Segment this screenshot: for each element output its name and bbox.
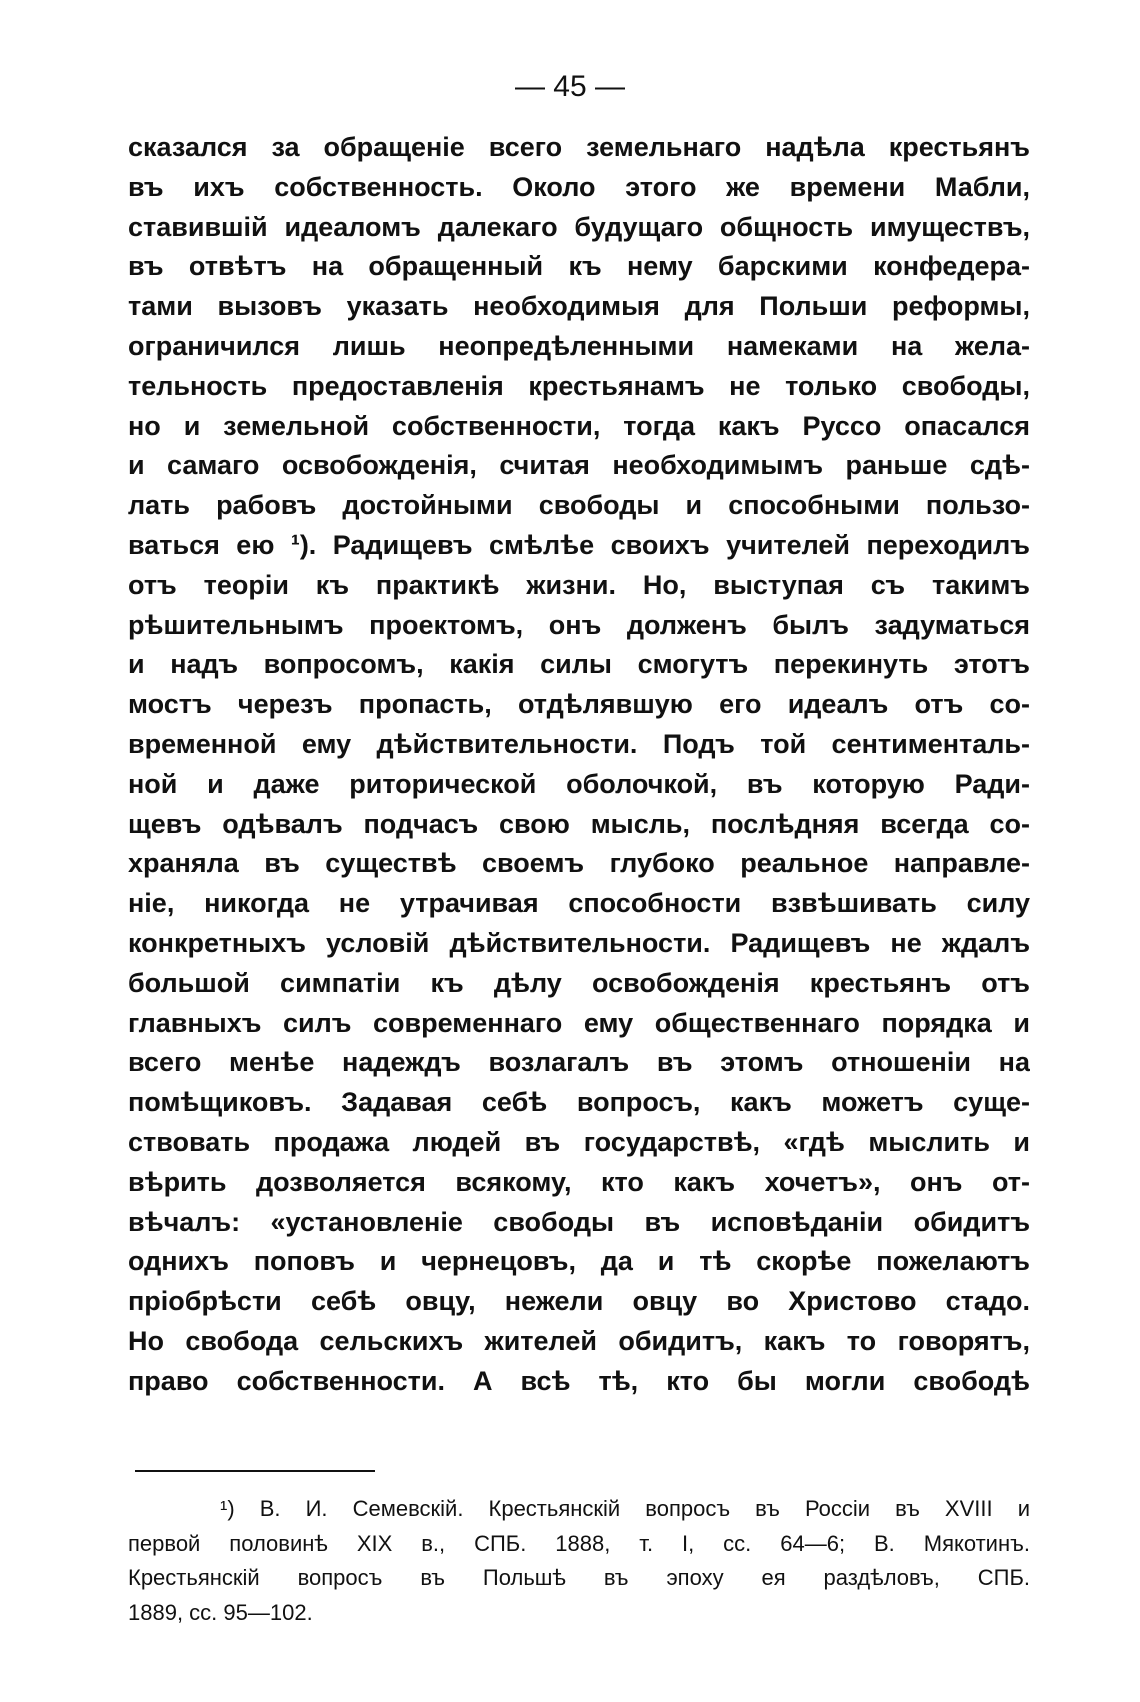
text-line: сказался за обращеніе всего земельнаго надѣла крестьянъ: [128, 132, 1030, 162]
body-text: [128, 128, 1030, 1402]
text-line: и надъ вопросомъ, какія силы смогутъ перекинуть этотъ: [128, 649, 1030, 680]
text-line: вѣчалъ: «установленіе свободы въ исповѣданіи обидитъ: [128, 1206, 1030, 1237]
text-line: храняла въ существѣ своемъ глубоко реальное направле-: [128, 848, 1030, 879]
text-line: конкретныхъ условій дѣйствительности. Радищевъ не ждалъ: [128, 927, 1030, 958]
footnote-line: ¹) В. И. Семевскій. Крестьянскій вопросъ въ Россіи въ XVIII и: [220, 1496, 1030, 1521]
footnote-line: 1889, сс. 95—102.: [128, 1599, 313, 1625]
text-line: временной ему дѣйствительности. Подъ той сентименталь-: [128, 728, 1030, 759]
text-line: ставившій идеаломъ далекаго будущаго общность имуществъ,: [128, 211, 1030, 242]
text-line: щевъ одѣвалъ подчасъ свою мысль, послѣдняя всегда со-: [128, 808, 1030, 839]
text-line: ной и даже риторической оболочкой, въ которую Ради-: [128, 768, 1030, 799]
text-line: пріобрѣсти себѣ овцу, нежели овцу во Христово стадо.: [128, 1286, 1030, 1317]
text-line: въ ихъ собственность. Около этого же времени Мабли,: [128, 171, 1030, 202]
text-line: ствовать продажа людей въ государствѣ, «гдѣ мыслить и: [128, 1126, 1030, 1157]
text-line: ограничился лишь неопредѣленными намеками на жела-: [128, 330, 1030, 361]
text-line: однихъ поповъ и чернецовъ, да и тѣ скорѣе пожелаютъ: [128, 1246, 1030, 1277]
text-line: право собственности. А всѣ тѣ, кто бы могли свободѣ: [128, 1365, 1030, 1396]
text-line: ніе, никогда не утрачивая способности взвѣшивать силу: [128, 888, 1030, 919]
text-line: рѣшительнымъ проектомъ, онъ долженъ былъ задуматься: [128, 609, 1030, 640]
footnote: [128, 1492, 1030, 1630]
text-line: тельность предоставленія крестьянамъ не только свободы,: [128, 370, 1030, 401]
page-number: — 45 —: [514, 70, 626, 103]
text-line: всего менѣе надеждъ возлагалъ въ этомъ отношеніи на: [128, 1047, 1030, 1078]
footnote-line: первой половинѣ XIX в., СПБ. 1888, т. I, сс. 64—6; В. Мякотинъ.: [128, 1530, 1030, 1556]
text-line: въ отвѣтъ на обращенный къ нему барскими конфедера-: [128, 251, 1030, 282]
text-line: Но свобода сельскихъ жителей обидитъ, какъ то говорятъ,: [128, 1325, 1030, 1356]
text-line: и самаго освобожденія, считая необходимымъ раньше сдѣ-: [128, 450, 1030, 481]
footnote-separator: [135, 1470, 375, 1472]
text-line: вѣрить дозволяется всякому, кто какъ хочетъ», онъ от-: [128, 1166, 1030, 1197]
text-line: лать рабовъ достойными свободы и способными пользо-: [128, 490, 1030, 521]
text-line: помѣщиковъ. Задавая себѣ вопросъ, какъ можетъ суще-: [128, 1087, 1030, 1118]
text-line: большой симпатіи къ дѣлу освобожденія крестьянъ отъ: [128, 967, 1030, 998]
text-line: мостъ черезъ пропасть, отдѣлявшую его идеалъ отъ со-: [128, 689, 1030, 720]
text-line: ваться ею ¹). Радищевъ смѣлѣе своихъ учителей переходилъ: [128, 529, 1030, 560]
footnote-line: Крестьянскій вопросъ въ Польшѣ въ эпоху ея раздѣловъ, СПБ.: [128, 1565, 1030, 1590]
text-line: но и земельной собственности, тогда какъ Руссо опасался: [128, 410, 1030, 441]
text-line: главныхъ силъ современнаго ему общественнаго порядка и: [128, 1007, 1030, 1038]
text-line: отъ теоріи къ практикѣ жизни. Но, выступая съ такимъ: [128, 569, 1030, 600]
text-line: тами вызовъ указать необходимыя для Польши реформы,: [128, 291, 1030, 322]
